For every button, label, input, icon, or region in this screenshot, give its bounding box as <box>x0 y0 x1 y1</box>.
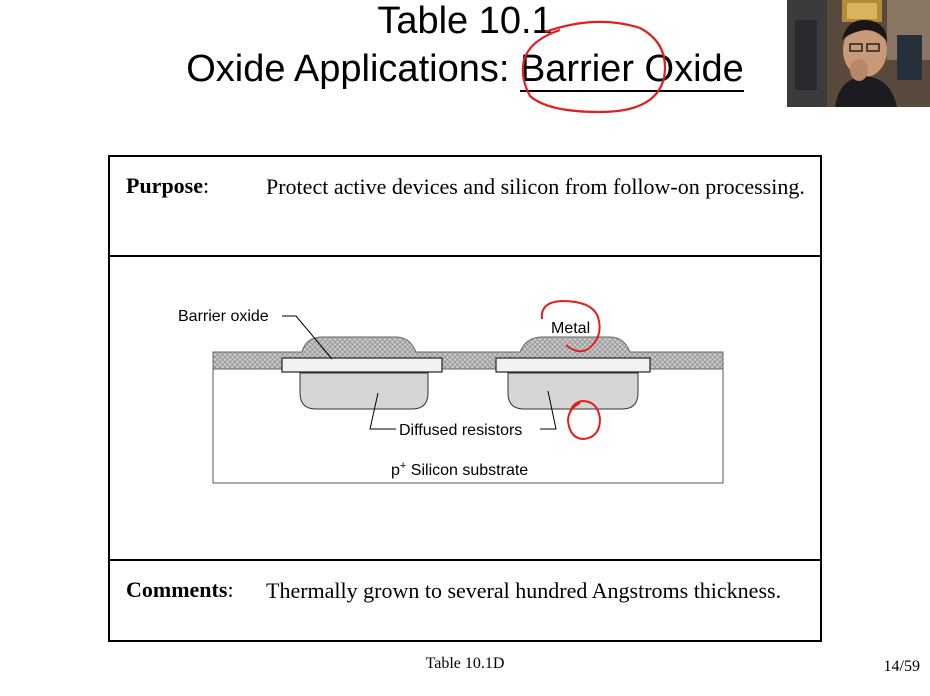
webcam-overlay <box>787 0 930 107</box>
diffused-resistor-left <box>300 373 428 409</box>
barrier-oxide-label: Barrier oxide <box>178 308 269 325</box>
slide-title: Table 10.1 <box>377 0 553 42</box>
subtitle-prefix: Oxide Applications: <box>186 48 520 90</box>
comments-text: Thermally grown to several hundred Angstroms thickness. <box>266 578 782 603</box>
comments-label: Comments: <box>126 577 234 602</box>
barrier-oxide-diagram <box>110 157 820 479</box>
subtitle-highlight: Barrier Oxide <box>519 48 744 90</box>
page-number: 14/59 <box>883 658 920 675</box>
purpose-text: Protect active devices and silicon from follow-on processing. <box>266 174 805 199</box>
info-table <box>108 155 822 642</box>
purpose-label: Purpose: <box>126 173 210 198</box>
metal-strip-right <box>496 358 650 372</box>
table-divider <box>110 559 820 561</box>
diffused-resistors-label: Diffused resistors <box>399 422 523 439</box>
metal-strip-left <box>282 358 442 372</box>
metal-label: Metal <box>551 320 591 337</box>
substrate-label: p+ Silicon substrate <box>391 460 529 479</box>
diffused-resistor-right <box>508 373 638 409</box>
table-caption: Table 10.1D <box>425 655 505 672</box>
